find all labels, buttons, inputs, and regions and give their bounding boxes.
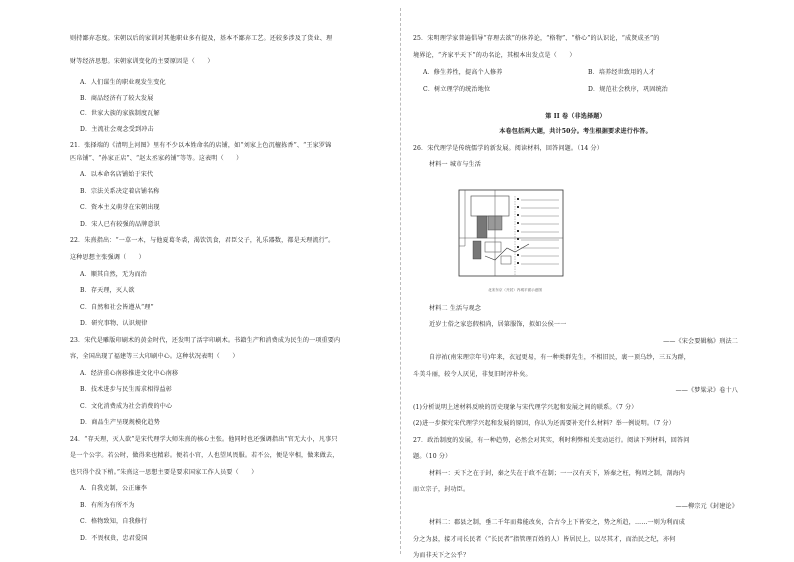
option-b: B．商品经济有了较大发展 (80, 95, 154, 102)
text-line: 也只得个没下梢。”朱熹这一思想主要是要求国家工作人员要（ ） (70, 469, 258, 476)
option-c: C．格物致知，自我修行 (80, 518, 148, 525)
option-c: C．文化消费成为社会消费的中心 (80, 403, 173, 410)
material-1-text: 材料一：天下之在于封，秦之失在于政不在制；一一汉有天下，矫秦之枉，徇周之制，剖海内 (429, 470, 685, 477)
option-a: A．人们谋生的职业观发生变化 (80, 79, 166, 86)
option-c: C．树立理学的统治地位 (423, 86, 491, 93)
option-d: D．不畏权贵，忠君爱国 (80, 535, 148, 542)
map-caption: 北宋东京（开封）内城平面示意图 (488, 288, 542, 292)
option-a: A．顺其自然，无为而治 (80, 271, 147, 278)
option-c: C．资本主义萌芽在宋朝出现 (80, 204, 160, 211)
text-line: 这种思想主张强调（ ） (70, 254, 145, 261)
material-1-title: 材料一 城市与生活 (429, 161, 482, 168)
question-24: 24．“存天理，灭人欲”是宋代理学大师朱熹的核心主张。他同时也还强调指出“官无大小，凡事只 (70, 436, 338, 443)
option-a: A．经济重心南移推进文化中心南移 (80, 370, 179, 377)
text-line: 境界论，“齐家平天下”的功名论，其根本出发点是（ ） (413, 52, 576, 59)
option-d: D．宋人已有较强的品牌意识 (80, 221, 160, 228)
section-instructions: 本卷包括两大题，共计50分。考生根据要求进行作答。 (499, 128, 652, 135)
option-a: A．自我克制，公正廉李 (80, 485, 147, 492)
option-d: D．主流社会观念受到冲击 (80, 126, 154, 133)
sub-question-2: (2)进一步探究宋代理学兴起和发展的原因，你认为还需要补充什么材料？举一例说明。（7 分） (413, 420, 675, 427)
text-line: 是一个公字。若公时，做得来也精彩。便若小官，人也望风畏服。若不公，便是宰相，做来做去， (70, 452, 339, 459)
source-citation: ——柳宗元《封建论》 (675, 503, 738, 510)
question-25: 25．宋明理学家普遍倡导“存理去欲”的休养论，“格物”、“格心”的认识论，“成贤成圣”的 (413, 35, 660, 42)
source-citation: ——《梦粱录》卷十八 (675, 387, 738, 394)
material-2-text: 为而非天下之公乎？ (413, 552, 470, 559)
text-line: 容，全国出现了福建等三大印刷中心。这种状况表明（ ） (70, 353, 239, 360)
material-2-text: 斗美斗丽，较令人厌见，非复旧时淳朴矣。 (413, 371, 532, 378)
option-d: D．商品生产呈现规模化趋势 (80, 419, 160, 426)
text-line: 匹帛铺”、“孙家正店”、“赵太丞家药铺”等等。这表明（ ） (70, 155, 243, 162)
city-map-drawing (455, 186, 575, 296)
option-c: C．自然和社会皆遵从“理” (80, 304, 154, 311)
option-b: B．有所为有所不为 (80, 502, 135, 509)
material-2-title: 材料二 生活与观念 (429, 305, 482, 312)
question-23: 23．宋代是雕版印刷术的黄金时代，还发明了活字印刷术。书籍生产和消费成为民生的一项重要内 (70, 337, 341, 344)
option-b: B．培养经世致用的人才 (588, 69, 656, 76)
option-b: B．宗法关系决定着店铺名称 (80, 188, 160, 195)
question-21: 21．张择端的《清明上河图》里有不少以本姓命名的店铺，如“刘家上色沉檀拣香”、“王家罗锦 (70, 142, 332, 149)
material-2-text: 分之为县，接才司长民者（“长民者”指管理百姓的人）皆居民上，以尽其才，而治民之纪，亦何 (413, 536, 676, 543)
option-a: A．修生养性，提高个人修养 (423, 69, 503, 76)
option-b: B．存天理，灭人欲 (80, 287, 135, 294)
section-title: 第 II 卷（非选择题） (545, 113, 606, 120)
text-line: 财等经济思想。宋朝家训变化的主要原因是（ ） (70, 58, 214, 65)
question-26: 26．宋代理学是传统儒学的新发展。阅读材料，回答问题。（14 分） (413, 145, 603, 152)
column-divider (400, 8, 401, 554)
option-b: B．技术进步与民生需求相得益彰 (80, 386, 173, 393)
sub-question-1: (1)分析说明上述材料反映的历史现象与宋代理学兴起和发展之间的联系。（7 分） (413, 404, 638, 411)
city-map (455, 186, 575, 296)
material-2-text: 材料二：郡县之制，垂二千年而弗能改矣，合古今上下皆安之，势之所趋，……一则为利而成 (429, 519, 685, 526)
question-22: 22．朱熹指出：“一草一木，与他夏葛冬裘，渴饮饥食，君臣父子，礼乐器数，都是天理流行”。 (70, 237, 335, 244)
option-a: A．以本命名店铺始于宋代 (80, 171, 154, 178)
source-citation: ——《宋会要辑稿》刑法二 (663, 338, 738, 345)
text-line: 题。（10 分） (413, 453, 452, 460)
option-d: D．规范社会秩序，巩固统治 (588, 86, 668, 93)
question-27: 27．政治制度的发展，有一种趋势，必然会对其实，利时利弊相关变动运行。阅读下列材料，回答问 (413, 437, 690, 444)
option-d: D．研究事物、认识规律 (80, 320, 148, 327)
material-2-text: 自淳祐(南宋理宗年号)年来，衣冠更易，有一种类群先生，不相旧民，裹一顶乌纱，三五为群， (429, 354, 691, 361)
material-2-text: 近岁士俗之家恣假相尚，居第服饰，拟如公侯一一 (429, 321, 567, 328)
material-1-text: 而立宗子，封功臣。 (413, 486, 470, 493)
text-line: 则持鄙弃态度。宋朝以后的家训对其他职业多有提及，基本不鄙弃工艺。还较多涉及了货业、理 (70, 35, 333, 42)
option-c: C．世家大族的家族制度瓦解 (80, 110, 160, 117)
